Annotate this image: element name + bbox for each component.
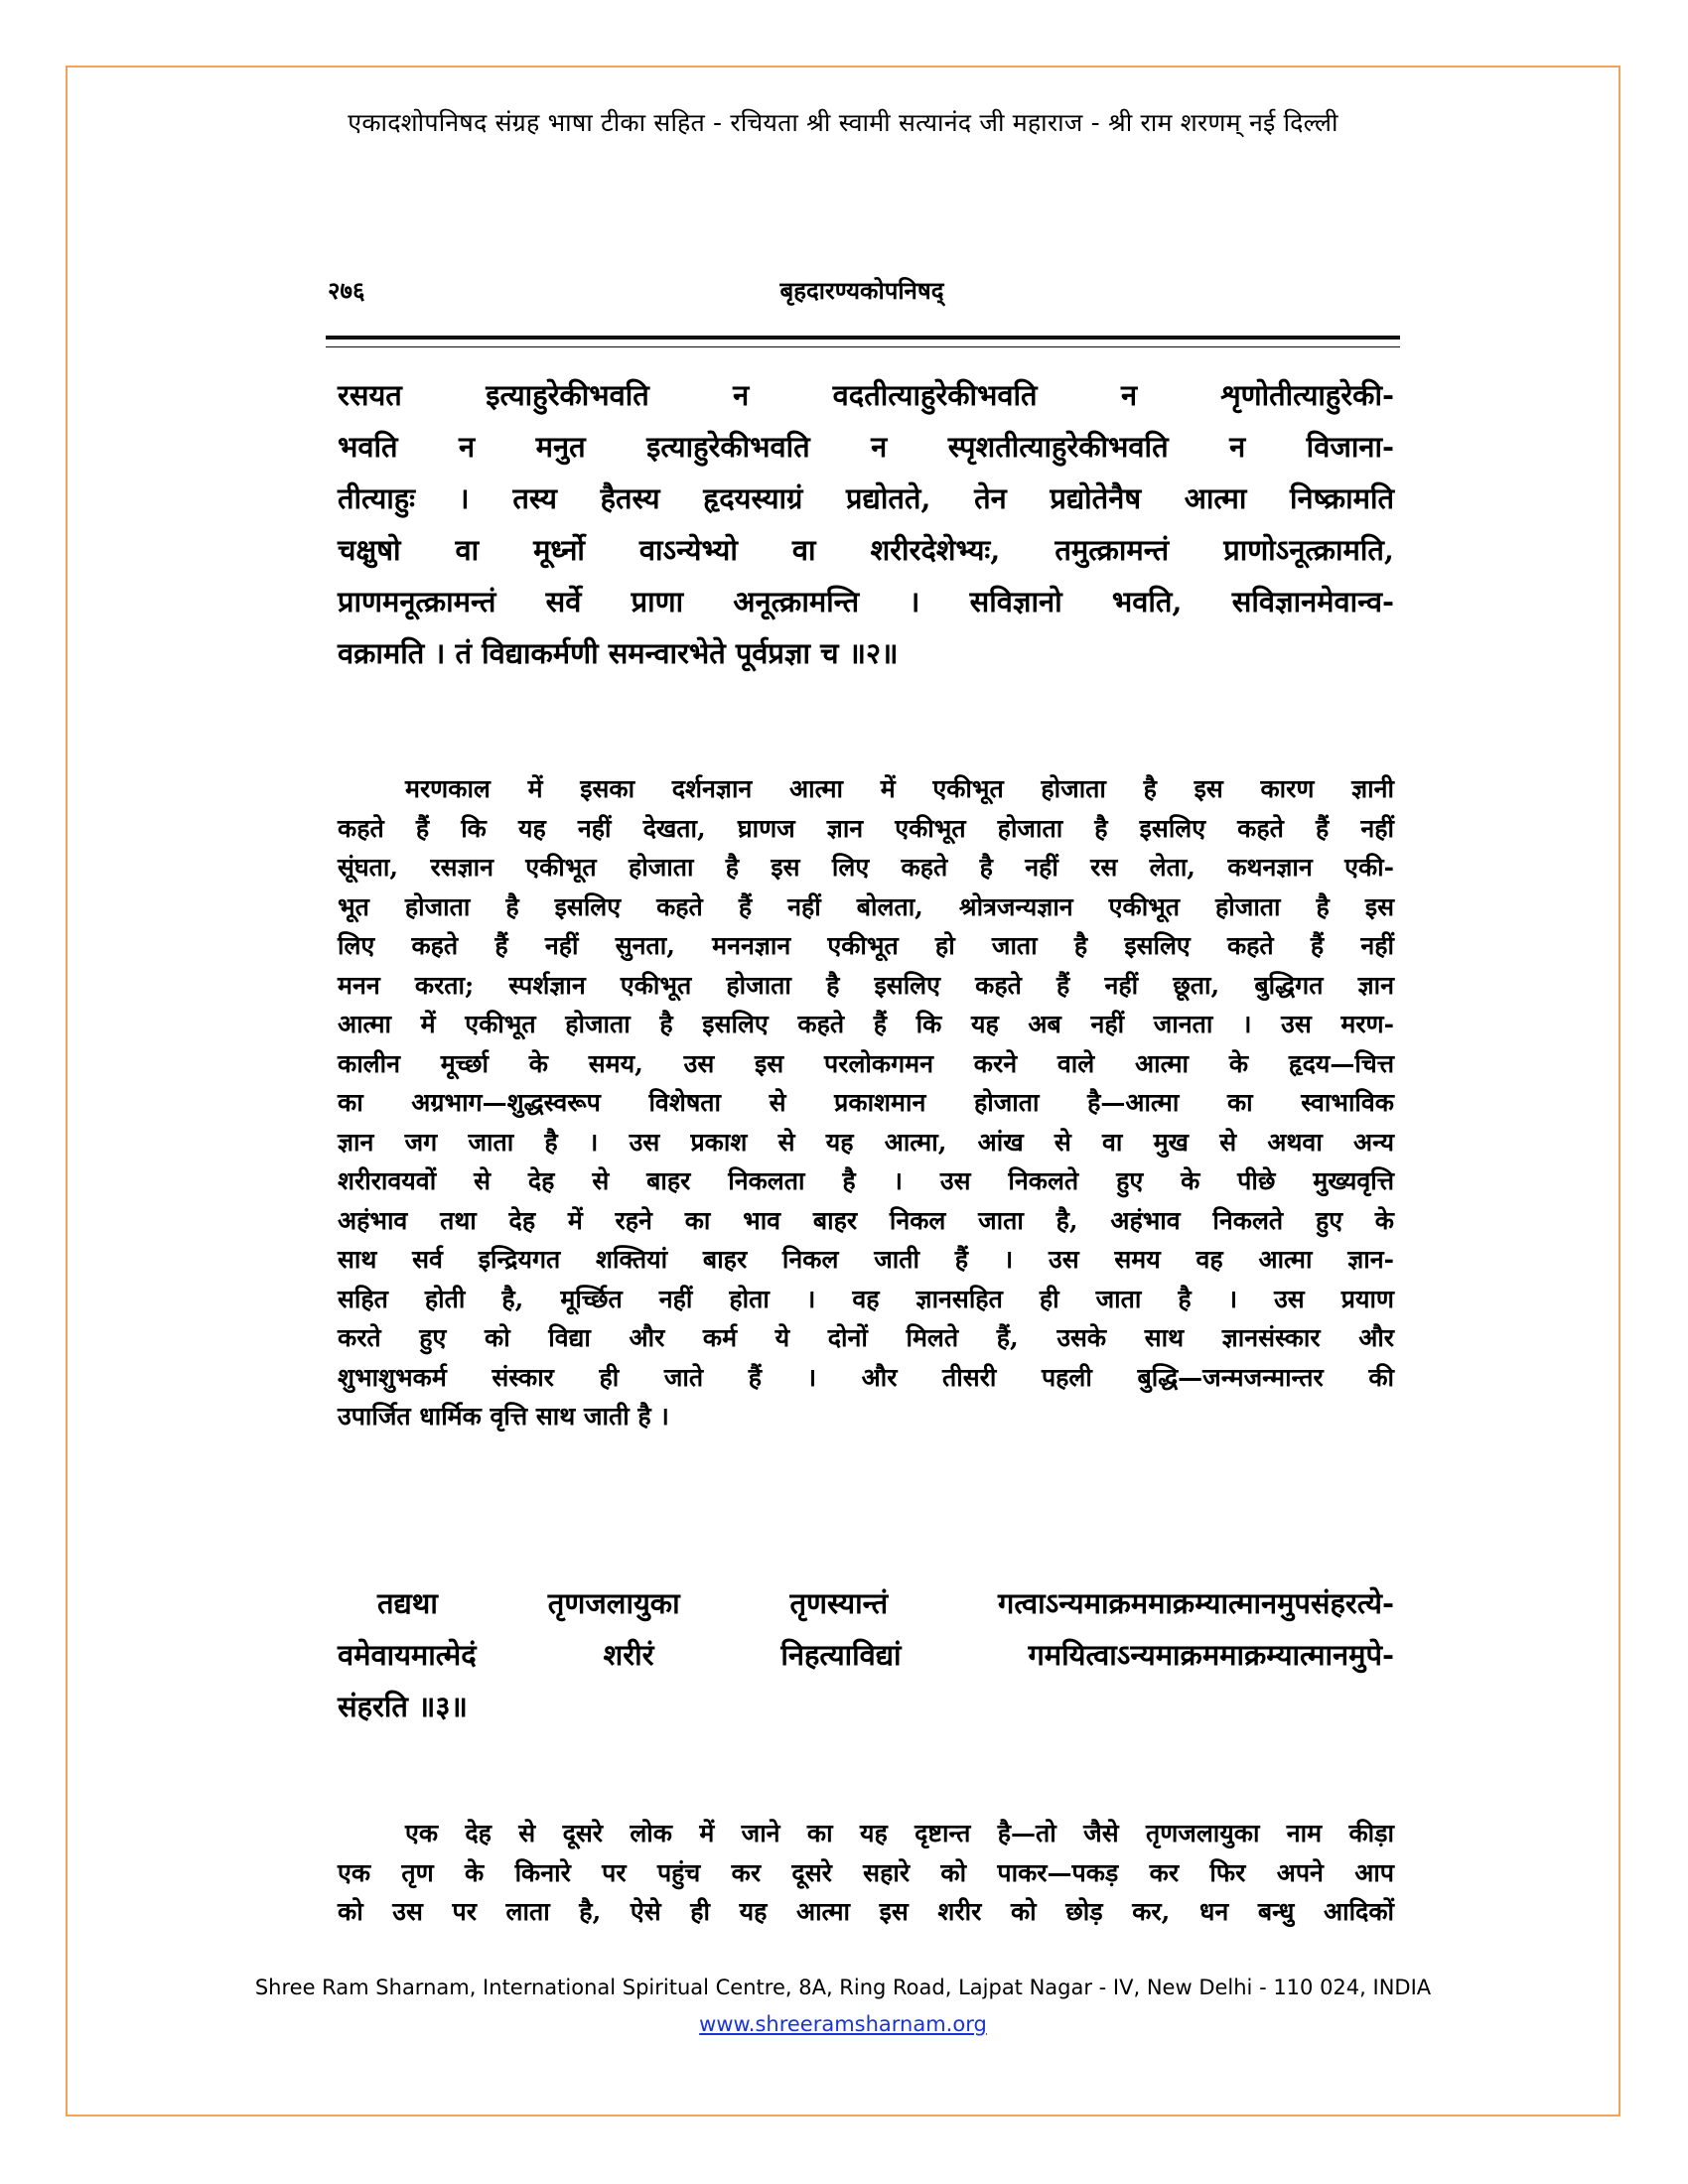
- commentary-line: अहंभाव तथा देह में रहने का भाव बाहर निकल जाता है, अहंभाव निकलते हुए के: [338, 1205, 1394, 1235]
- verse-line: वमेवायमात्मेदं शरीरं निहत्याविद्यां गमयित्वाऽन्यमाक्रममाक्रम्यात्मानमुपे-: [338, 1638, 1394, 1672]
- commentary-line: शुभाशुभकर्म संस्कार ही जाते हैं । और तीसरी पहली बुद्धि—जन्मजन्मान्तर की: [338, 1362, 1394, 1392]
- website-link[interactable]: www.shreeramsharnam.org: [699, 2012, 987, 2036]
- scanned-book-page: [308, 256, 1406, 1958]
- commentary-line: एक देह से दूसरे लोक में जाने का यह दृष्टान्त है—तो जैसे तृणजलायुका नाम कीड़ा: [405, 1819, 1394, 1847]
- commentary-line: सूंघता, रसज्ञान एकीभूत होजाता है इस लिए कहते है नहीं रस लेता, कथनज्ञान एकी-: [338, 853, 1394, 882]
- hindi-commentary-2: [338, 769, 1394, 1436]
- commentary-line: करते हुए को विद्या और कर्म ये दोनों मिलते हैं, उसके साथ ज्ञानसंस्कार और: [338, 1323, 1394, 1352]
- book-title: बृहदारण्यकोपनिषद्: [779, 276, 944, 305]
- commentary-line: एक तृण के किनारे पर पहुंच कर दूसरे सहारे को पाकर—पकड़ कर फिर अपने आप: [338, 1857, 1394, 1887]
- verse-line: संहरति ॥३॥: [338, 1690, 468, 1723]
- commentary-line: मनन करता; स्पर्शज्ञान एकीभूत होजाता है इसलिए कहते हैं नहीं छूता, बुद्धिगत ज्ञान: [338, 970, 1394, 1000]
- commentary-line: का अग्रभाग—शुद्धस्वरूप विशेषता से प्रकाशमान होजाता है—आत्मा का स्वाभाविक: [338, 1088, 1394, 1117]
- hindi-commentary-3: [338, 1814, 1394, 1932]
- commentary-line: उपार्जित धार्मिक वृत्ति साथ जाती है ।: [338, 1402, 669, 1431]
- book-page-header: [328, 266, 1396, 316]
- commentary-line: मरणकाल में इसका दर्शनज्ञान आत्मा में एकीभूत होजाता है इस कारण ज्ञानी: [405, 774, 1394, 803]
- verse-line: वक्रामति । तं विद्याकर्मणी समन्वारभेते पूर्वप्रज्ञा च ॥२॥: [338, 636, 899, 670]
- verse-line: रसयत इत्याहुरेकीभवति न वदतीत्याहुरेकीभवति न शृणोतीत्याहुरेकी-: [338, 378, 1394, 412]
- footer-website: [66, 2012, 1620, 2036]
- header-rule-thick: [326, 336, 1400, 340]
- commentary-line: भूत होजाता है इसलिए कहते हैं नहीं बोलता, श्रोत्रजन्यज्ञान एकीभूत होजाता है इस: [338, 891, 1394, 921]
- commentary-line: शरीरावयवों से देह से बाहर निकलता है । उस निकलते हुए के पीछे मुख्यवृत्ति: [338, 1166, 1394, 1195]
- verse-line: तीत्याहुः । तस्य हैतस्य हृदयस्याग्रं प्रद्योतते, तेन प्रद्योतेनैष आत्मा निष्क्रामति: [338, 481, 1394, 515]
- verse-line: चक्षुषो वा मूर्ध्नो वाऽन्येभ्यो वा शरीरदेशेभ्यः, तमुत्क्रामन्तं प्राणोऽनूत्क्रामति,: [338, 533, 1394, 567]
- commentary-line: लिए कहते हैं नहीं सुनता, मननज्ञान एकीभूत हो जाता है इसलिए कहते हैं नहीं: [338, 931, 1394, 960]
- commentary-line: कहते हैं कि यह नहीं देखता, घ्राणज ज्ञान एकीभूत होजाता है इसलिए कहते हैं नहीं: [338, 813, 1394, 843]
- verse-line: प्राणमनूत्क्रामन्तं सर्वे प्राणा अनूत्क्रामन्ति । सविज्ञानो भवति, सविज्ञानमेवान्व-: [338, 585, 1394, 618]
- header-rule-thin: [326, 346, 1400, 347]
- verse-line: भवति न मनुत इत्याहुरेकीभवति न स्पृशतीत्याहुरेकीभवति न विजाना-: [338, 430, 1394, 464]
- commentary-line: कालीन मूर्च्छा के समय, उस इस परलोकगमन करने वाले आत्मा के हृदय—चित्त: [338, 1048, 1394, 1078]
- footer-address: Shree Ram Sharnam, International Spiritual Centre, 8A, Ring Road, Lajpat Nagar - IV, New Delhi - 110 024, INDIA: [254, 1976, 1432, 1999]
- commentary-line: आत्मा में एकीभूत होजाता है इसलिए कहते हैं कि यह अब नहीं जानता । उस मरण-: [338, 1010, 1394, 1038]
- running-header: एकादशोपनिषद संग्रह भाषा टीका सहित - रचियता श्री स्वामी सत्यानंद जी महाराज - श्री राम शरणम् नई दिल्ली: [348, 108, 1338, 137]
- book-page-number: २७६: [328, 276, 365, 305]
- commentary-line: को उस पर लाता है, ऐसे ही यह आत्मा इस शरीर को छोड़ कर, धन बन्धु आदिकों: [338, 1897, 1394, 1926]
- sanskrit-verse-3: [338, 1577, 1394, 1732]
- commentary-line: ज्ञान जग जाता है । उस प्रकाश से यह आत्मा, आंख से वा मुख से अथवा अन्य: [338, 1127, 1394, 1157]
- verse-line: तद्यथा तृणजलायुका तृणस्यान्तं गत्वाऽन्यमाक्रममाक्रम्यात्मानमुपसंहरत्ये-: [377, 1586, 1394, 1620]
- commentary-line: सहित होती है, मूर्च्छित नहीं होता । वह ज्ञानसहित ही जाता है । उस प्रयाण: [338, 1284, 1394, 1313]
- sanskrit-verse-2: [338, 369, 1394, 679]
- commentary-line: साथ सर्व इन्द्रियगत शक्तियां बाहर निकल जाती हैं । उस समय वह आत्मा ज्ञान-: [338, 1245, 1394, 1274]
